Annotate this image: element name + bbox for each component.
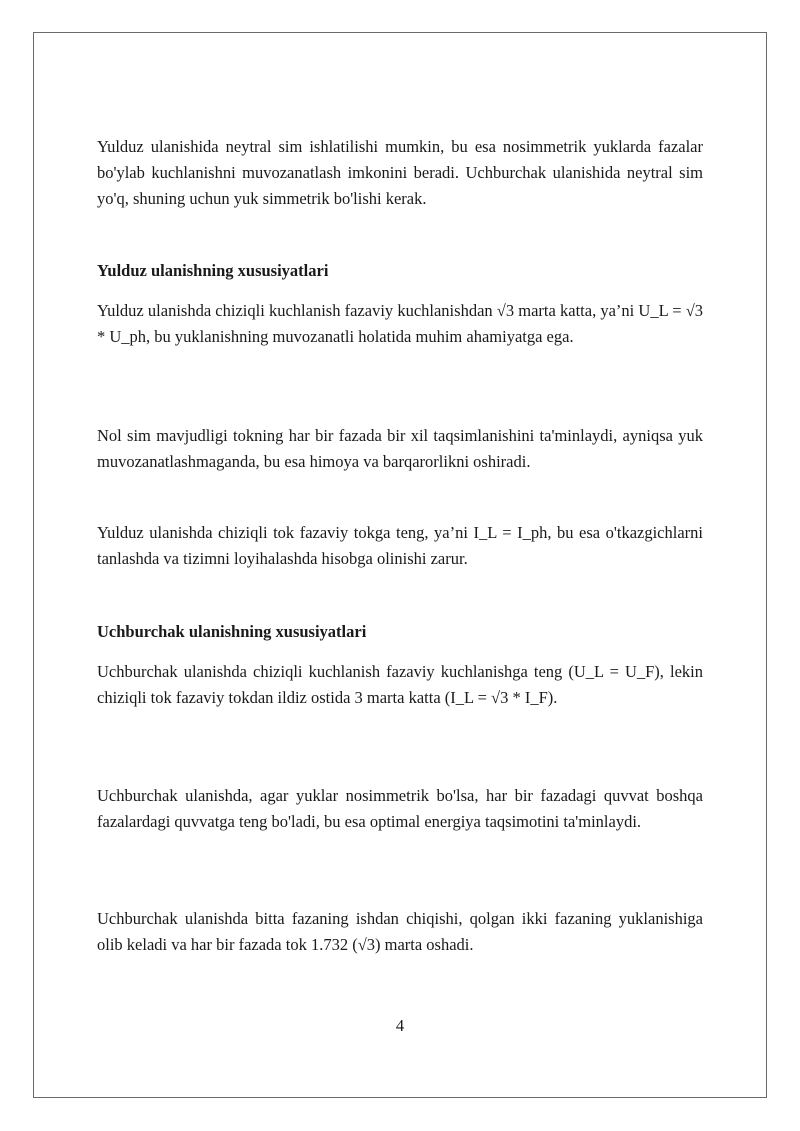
paragraph-delta-power	[97, 783, 703, 835]
heading-text: Yulduz ulanishning xususiyatlari	[97, 261, 329, 280]
paragraph-text: Yulduz ulanishda chiziqli tok fazaviy tokga teng, ya’ni I_L = I_ph, bu esa o'tkazgichlarni tanlashda va tizimni loyihalashda hisobga olinishi zarur.	[97, 523, 703, 568]
paragraph-text: Uchburchak ulanishda, agar yuklar nosimmetrik bo'lsa, har bir fazadagi quvvat boshqa fazalardagi quvvatga teng bo'ladi, bu esa optimal energiya taqsimotini ta'minlaydi.	[97, 786, 703, 831]
page-number: 4	[395, 1016, 405, 1035]
paragraph-text: Yulduz ulanishida neytral sim ishlatilishi mumkin, bu esa nosimmetrik yuklarda fazalar bo'ylab kuchlanishni muvozanatlash imkonini beradi. Uchburchak ulanishida neytral sim yo'q, shuning uchun yuk simmetrik bo'lishi kerak.	[97, 137, 703, 208]
paragraph-star-voltage	[97, 298, 703, 350]
section-heading-star	[97, 258, 703, 284]
paragraph-text: Nol sim mavjudligi tokning har bir fazada bir xil taqsimlanishini ta'minlaydi, ayniqsa yuk muvozanatlashmaganda, bu esa himoya va barqarorlikni oshiradi.	[97, 426, 703, 471]
section-heading-delta	[97, 619, 703, 645]
paragraph-text: Uchburchak ulanishda bitta fazaning ishdan chiqishi, qolgan ikki fazaning yuklanishiga olib keladi va har bir fazada tok 1.732 (√3) marta oshadi.	[97, 909, 703, 954]
paragraph-neutral-wire	[97, 134, 703, 212]
paragraph-text: Uchburchak ulanishda chiziqli kuchlanish fazaviy kuchlanishga teng (U_L = U_F), lekin chiziqli tok fazaviy tokdan ildiz ostida 3 marta katta (I_L = √3 * I_F).	[97, 662, 703, 707]
paragraph-star-current	[97, 520, 703, 572]
paragraph-delta-fault	[97, 906, 703, 958]
paragraph-text: Yulduz ulanishda chiziqli kuchlanish fazaviy kuchlanishdan √3 marta katta, ya’ni U_L = √3 * U_ph, bu yuklanishning muvozanatli holatida muhim ahamiyatga ega.	[97, 301, 703, 346]
heading-text: Uchburchak ulanishning xususiyatlari	[97, 622, 367, 641]
paragraph-neutral-current	[97, 423, 703, 475]
paragraph-delta-voltage	[97, 659, 703, 711]
